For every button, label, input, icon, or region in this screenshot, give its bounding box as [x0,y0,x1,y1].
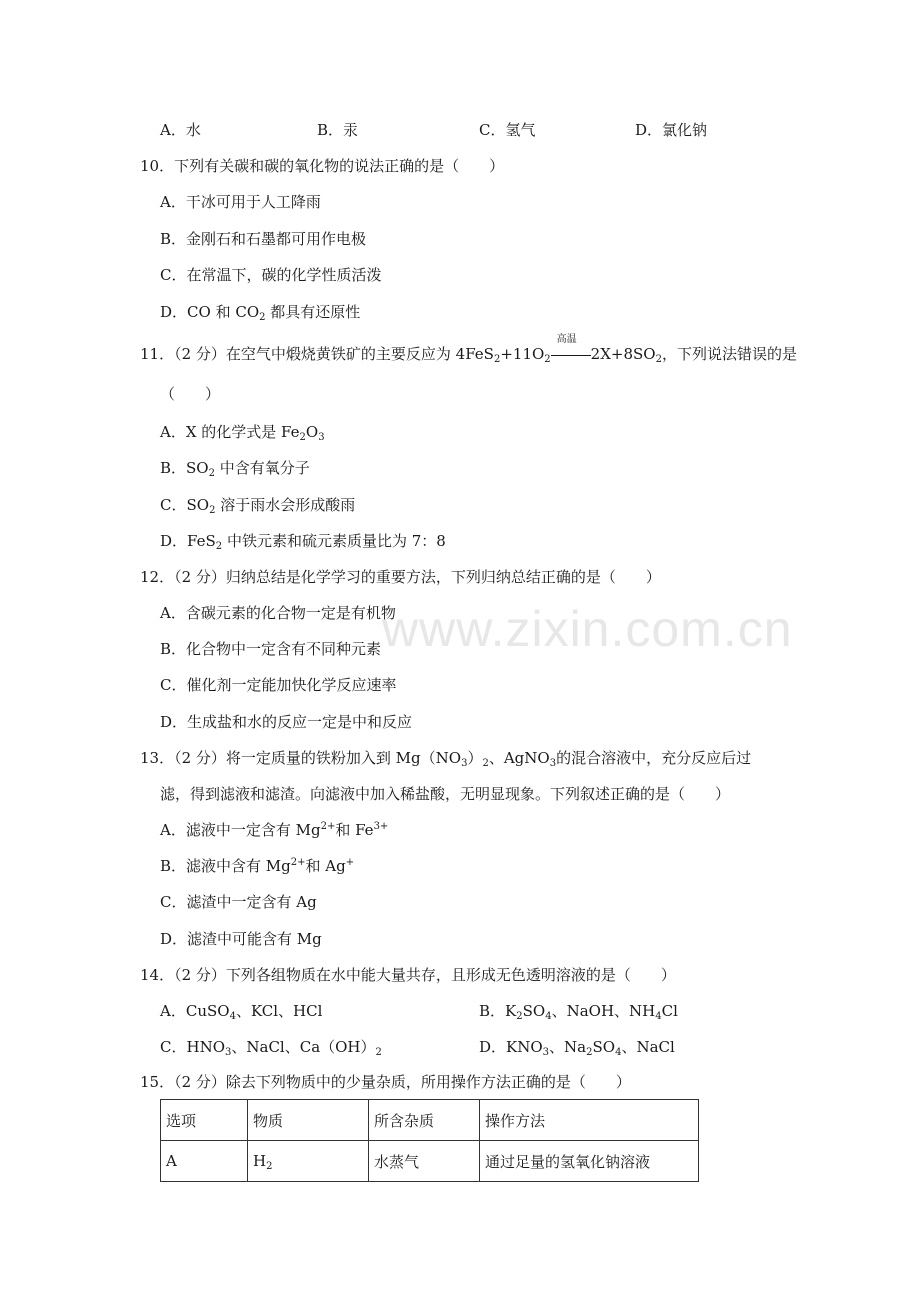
q13-option-a: A．滤液中一定含有 $Mg^{2+}$和 $Fe^{3+}$ [160,821,389,839]
q11-option-c: C．$SO_2$ 溶于雨水会形成酸雨 [160,496,356,516]
q9-option-a: A．水 [160,121,201,139]
q10-option-c: C．在常温下，碳的化学性质活泼 [160,266,382,284]
table-cell-substance: $H_2$ [248,1141,369,1182]
q10-option-a: A．干冰可用于人工降雨 [160,193,321,211]
q11-option-b: B．$SO_2$ 中含有氧分子 [160,459,310,479]
watermark: www.zixin.com.cn [382,601,793,657]
q10-option-b: B．金刚石和石墨都可用作电极 [160,230,367,248]
q12-stem: 12．（2 分）归纳总结是化学学习的重要方法，下列归纳总结正确的是（ ） [140,568,661,586]
q13-stem-line2: 滤，得到滤液和滤渣。向滤液中加入稀盐酸，无明显现象。下列叙述正确的是（ ） [160,785,731,803]
q12-option-a: A．含碳元素的化合物一定是有机物 [160,604,396,622]
q11-option-d: D．FeS$_2$ 中铁元素和硫元素质量比为 7：8 [160,532,446,552]
q14-stem: 14．（2 分）下列各组物质在水中能大量共存，且形成无色透明溶液的是（ ） [140,966,676,984]
table-header-cell: 物质 [248,1100,369,1141]
q12-option-d: D．生成盐和水的反应一定是中和反应 [160,713,413,731]
q11-answer-paren: （ ） [160,385,221,403]
q11-option-a: A．X 的化学式是 $Fe_2O_3$ [160,423,325,443]
q14-option-c: C．$HNO_3$、NaCl、$Ca(OH)_2$ [160,1038,382,1058]
table-header-cell: 所含杂质 [369,1100,480,1141]
table-header-cell: 选项 [161,1100,248,1141]
q11-stem: 11．（2 分）在空气中煅烧黄铁矿的主要反应为 $4FeS_2+11O_2$ 高温 $2X+8SO_2$，下列说法错误的是 [140,334,797,365]
q13-option-d: D．滤渣中可能含有 Mg [160,930,322,948]
table-cell-method: 通过足量的氢氧化钠溶液 [480,1141,699,1182]
table-cell-option: A [161,1141,248,1182]
q13-option-b: B．滤液中含有 $Mg^{2+}$和 Ag+ [160,857,355,875]
table-row [161,1141,699,1182]
q13-option-c: C．滤渣中一定含有 Ag [160,893,317,911]
q15-stem: 15．（2 分）除去下列物质中的少量杂质，所用操作方法正确的是（ ） [140,1073,631,1091]
reaction-arrow: 高温 [551,344,591,364]
q12-option-b: B．化合物中一定含有不同种元素 [160,640,382,658]
q9-option-c: C．氢气 [479,121,536,139]
q9-option-d: D．氯化钠 [635,121,708,139]
q10-option-d: D．CO 和 $CO_2$ 都具有还原性 [160,303,361,323]
q14-option-b: B．$K_2SO_4$、NaOH、$NH_4Cl$ [479,1002,678,1022]
q12-option-c: C．催化剂一定能加快化学反应速率 [160,676,397,694]
table-header-cell: 操作方法 [480,1100,699,1141]
table-cell-impurity: 水蒸气 [369,1141,480,1182]
q14-option-d: D．$KNO_3$、$Na_2SO_4$、NaCl [479,1038,675,1058]
table-header-row [161,1100,699,1141]
q13-stem-line1: 13．（2 分）将一定质量的铁粉加入到 $Mg(NO_3)_2$、AgNO$_3$的混合溶液中，充分反应后过 [140,749,752,769]
q15-table [160,1099,699,1182]
q14-option-a: A．CuSO$_4$、KCl、HCl [160,1002,323,1022]
q10-stem: 10．下列有关碳和碳的氧化物的说法正确的是（ ） [140,157,505,175]
q9-option-b: B．汞 [317,121,359,139]
